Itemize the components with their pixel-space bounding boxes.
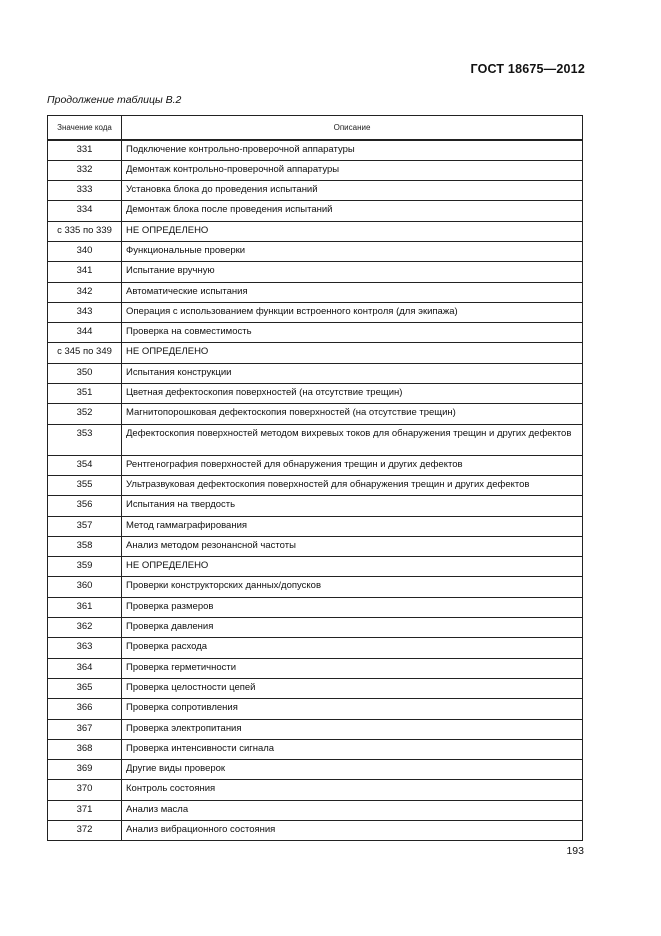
row-code: 358 bbox=[48, 536, 122, 556]
table-row bbox=[48, 404, 583, 424]
table-row bbox=[48, 618, 583, 638]
row-description: НЕ ОПРЕДЕЛЕНО bbox=[122, 221, 583, 241]
row-description: Проверка давления bbox=[122, 618, 583, 638]
row-code: 369 bbox=[48, 760, 122, 780]
table-row bbox=[48, 455, 583, 475]
table-row bbox=[48, 557, 583, 577]
table-row bbox=[48, 302, 583, 322]
codes-table bbox=[47, 115, 583, 841]
table-row bbox=[48, 343, 583, 363]
table-caption: Продолжение таблицы В.2 bbox=[47, 94, 182, 106]
row-description: Испытания конструкции bbox=[122, 363, 583, 383]
document-code: ГОСТ 18675—2012 bbox=[470, 62, 585, 76]
row-code: 334 bbox=[48, 201, 122, 221]
page-number: 193 bbox=[566, 845, 584, 857]
row-description: НЕ ОПРЕДЕЛЕНО bbox=[122, 343, 583, 363]
row-description: Демонтаж контрольно-проверочной аппаратуры bbox=[122, 160, 583, 180]
row-code: 356 bbox=[48, 496, 122, 516]
row-code: 332 bbox=[48, 160, 122, 180]
row-description: Проверка электропитания bbox=[122, 719, 583, 739]
row-code: 357 bbox=[48, 516, 122, 536]
row-code: 363 bbox=[48, 638, 122, 658]
row-description: Операция с использованием функции встроенного контроля (для экипажа) bbox=[122, 302, 583, 322]
row-code: 331 bbox=[48, 140, 122, 160]
table-header-row bbox=[48, 116, 583, 141]
table-row bbox=[48, 800, 583, 820]
table-row bbox=[48, 140, 583, 160]
table-row bbox=[48, 516, 583, 536]
column-header-description: Описание bbox=[122, 116, 583, 141]
row-code: 344 bbox=[48, 323, 122, 343]
row-description: Установка блока до проведения испытаний bbox=[122, 181, 583, 201]
row-description: НЕ ОПРЕДЕЛЕНО bbox=[122, 557, 583, 577]
row-description: Подключение контрольно-проверочной аппаратуры bbox=[122, 140, 583, 160]
row-code: 354 bbox=[48, 455, 122, 475]
row-description: Проверка герметичности bbox=[122, 658, 583, 678]
table-row bbox=[48, 577, 583, 597]
table-row bbox=[48, 475, 583, 495]
table-row bbox=[48, 739, 583, 759]
table-row bbox=[48, 699, 583, 719]
row-code: 364 bbox=[48, 658, 122, 678]
row-description: Проверка на совместимость bbox=[122, 323, 583, 343]
row-code: 333 bbox=[48, 181, 122, 201]
row-code: 370 bbox=[48, 780, 122, 800]
row-description: Проверки конструкторских данных/допусков bbox=[122, 577, 583, 597]
row-description: Рентгенография поверхностей для обнаружения трещин и других дефектов bbox=[122, 455, 583, 475]
row-code: 342 bbox=[48, 282, 122, 302]
row-description: Демонтаж блока после проведения испытаний bbox=[122, 201, 583, 221]
row-description: Автоматические испытания bbox=[122, 282, 583, 302]
table-body bbox=[48, 140, 583, 841]
row-description: Анализ вибрационного состояния bbox=[122, 821, 583, 841]
row-description: Другие виды проверок bbox=[122, 760, 583, 780]
table-row bbox=[48, 262, 583, 282]
row-code: 368 bbox=[48, 739, 122, 759]
row-description: Проверка сопротивления bbox=[122, 699, 583, 719]
row-description: Проверка целостности цепей bbox=[122, 678, 583, 698]
row-code: 362 bbox=[48, 618, 122, 638]
row-code: 352 bbox=[48, 404, 122, 424]
row-description: Контроль состояния bbox=[122, 780, 583, 800]
row-code: 372 bbox=[48, 821, 122, 841]
table-row bbox=[48, 760, 583, 780]
row-code: 367 bbox=[48, 719, 122, 739]
row-description: Испытание вручную bbox=[122, 262, 583, 282]
table-row bbox=[48, 384, 583, 404]
row-description: Дефектоскопия поверхностей методом вихревых токов для обнаружения трещин и других дефектов bbox=[122, 424, 583, 455]
row-code: 340 bbox=[48, 241, 122, 261]
row-description: Проверка размеров bbox=[122, 597, 583, 617]
table-row bbox=[48, 323, 583, 343]
row-description: Магнитопорошковая дефектоскопия поверхностей (на отсутствие трещин) bbox=[122, 404, 583, 424]
table-row bbox=[48, 160, 583, 180]
table-row bbox=[48, 181, 583, 201]
row-code: с 345 по 349 bbox=[48, 343, 122, 363]
row-description: Функциональные проверки bbox=[122, 241, 583, 261]
table-row bbox=[48, 821, 583, 841]
table-row bbox=[48, 282, 583, 302]
table-row bbox=[48, 678, 583, 698]
row-code: 359 bbox=[48, 557, 122, 577]
row-code: 366 bbox=[48, 699, 122, 719]
row-code: 343 bbox=[48, 302, 122, 322]
table-row bbox=[48, 658, 583, 678]
row-description: Анализ масла bbox=[122, 800, 583, 820]
row-code: 365 bbox=[48, 678, 122, 698]
table-row bbox=[48, 536, 583, 556]
table-row bbox=[48, 719, 583, 739]
row-code: 353 bbox=[48, 424, 122, 455]
row-description: Цветная дефектоскопия поверхностей (на отсутствие трещин) bbox=[122, 384, 583, 404]
table-row bbox=[48, 201, 583, 221]
table-row bbox=[48, 638, 583, 658]
table-row bbox=[48, 496, 583, 516]
table-row bbox=[48, 424, 583, 455]
column-header-code: Значение кода bbox=[48, 116, 122, 141]
table-row bbox=[48, 221, 583, 241]
row-description: Проверка расхода bbox=[122, 638, 583, 658]
table-row bbox=[48, 363, 583, 383]
table-row bbox=[48, 597, 583, 617]
row-description: Проверка интенсивности сигнала bbox=[122, 739, 583, 759]
row-code: с 335 по 339 bbox=[48, 221, 122, 241]
row-code: 360 bbox=[48, 577, 122, 597]
row-code: 351 bbox=[48, 384, 122, 404]
row-code: 341 bbox=[48, 262, 122, 282]
row-code: 355 bbox=[48, 475, 122, 495]
row-description: Метод гаммаграфирования bbox=[122, 516, 583, 536]
row-description: Ультразвуковая дефектоскопия поверхностей для обнаружения трещин и других дефектов bbox=[122, 475, 583, 495]
row-description: Испытания на твердость bbox=[122, 496, 583, 516]
row-description: Анализ методом резонансной частоты bbox=[122, 536, 583, 556]
row-code: 371 bbox=[48, 800, 122, 820]
row-code: 361 bbox=[48, 597, 122, 617]
table-row bbox=[48, 241, 583, 261]
row-code: 350 bbox=[48, 363, 122, 383]
table-row bbox=[48, 780, 583, 800]
